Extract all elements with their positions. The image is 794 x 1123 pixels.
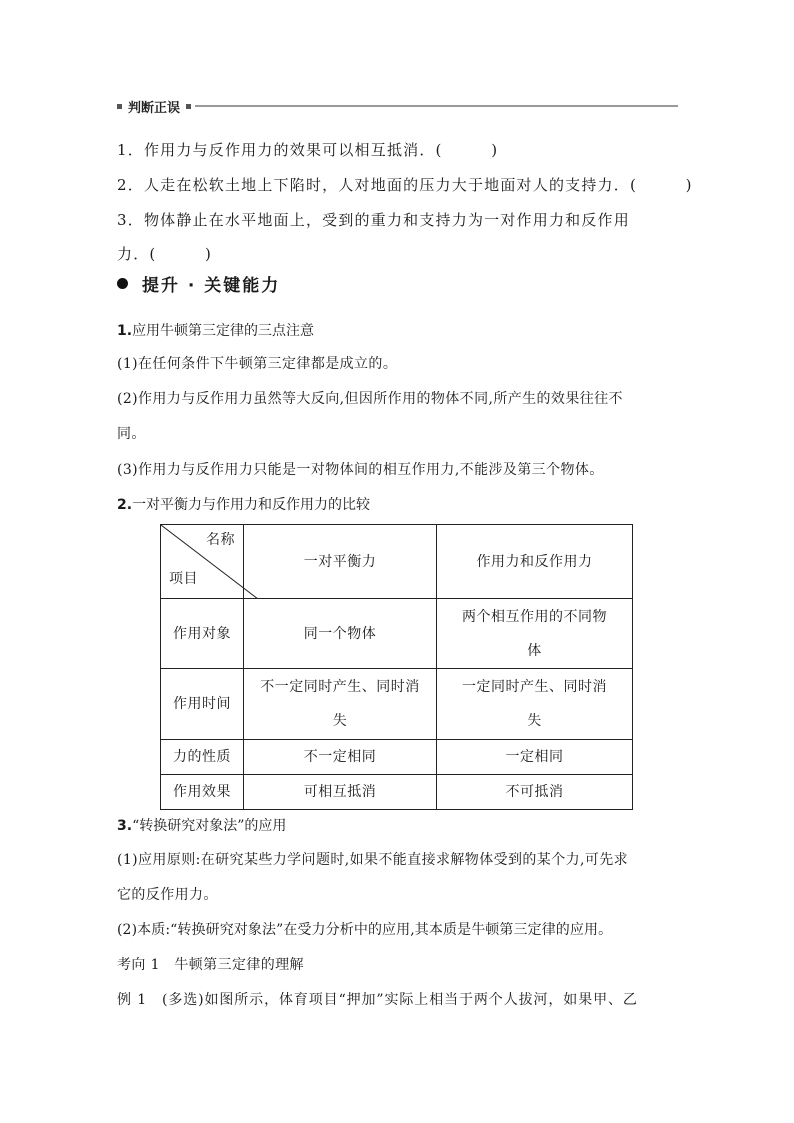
comparison-table [160,524,633,810]
row-item-cell: 作用对象 [161,599,244,669]
point1-line: (1)在任何条件下牛顿第三定律都是成立的。 [117,356,398,372]
cell: 一定相同 [437,740,633,775]
row-item-cell: 作用效果 [161,775,244,810]
point1-line: 同。 [117,426,146,442]
question-3-cont: 力．( ) [117,245,213,263]
point3-line: (2)本质:“转换研究对象法”在受力分析中的应用,其本质是牛顿第三定律的应用。 [117,922,613,938]
cell: 不可抵消 [437,775,633,810]
table-row [161,740,633,775]
cell-line: 一定同时产生、同时消 [462,679,607,695]
judge-section-title: 判断正误 [128,100,181,116]
table-row [161,775,633,810]
corner-cell [161,525,244,599]
header-cell: 一对平衡力 [244,525,437,599]
table-row [161,599,633,669]
cell: 同一个物体 [244,599,437,669]
cell [244,669,437,740]
row-item-cell: 作用时间 [161,669,244,740]
section-title: 提升 · 关键能力 [142,276,281,296]
cell-line: 体 [527,642,542,659]
direction-label: 考向 1 牛顿第三定律的理解 [117,957,304,973]
judge-section-header [117,96,678,116]
point3-line: 它的反作用力。 [117,887,218,903]
header-cell: 作用力和反作用力 [437,525,633,599]
point1-line: (3)作用力与反作用力只能是一对物体间的相互作用力,不能涉及第三个物体。 [117,462,604,478]
point1-line: (2)作用力与反作用力虽然等大反向,但因所作用的物体不同,所产生的效果往往不 [117,391,623,407]
point3-heading [117,815,286,835]
cell: 可相互抵消 [244,775,437,810]
point3-number: 3. [117,818,133,834]
question-1: 1．作用力与反作用力的效果可以相互抵消．( ) [117,141,499,159]
cell [437,599,633,669]
point3-line: (1)应用原则:在研究某些力学问题时,如果不能直接求解物体受到的某个力,可先求 [117,852,629,868]
square-bullet-icon [186,104,191,109]
header-rule [195,105,678,107]
table-header-row [161,525,633,599]
cell-line: 失 [332,713,348,729]
example-text: 例 1 (多选)如图所示，体育项目“押加”实际上相当于两个人拔河，如果甲、乙 [117,992,638,1008]
cell [437,669,633,740]
section-header [117,271,280,296]
row-item-cell: 力的性质 [161,740,244,775]
cell-line: 失 [527,713,542,729]
point2-title: 一对平衡力与作用力和反作用力的比较 [132,497,371,513]
cell: 不一定相同 [244,740,437,775]
point3-title: “转换研究对象法”的应用 [132,818,287,834]
square-bullet-icon [117,104,122,109]
bullet-dot-icon [117,278,128,289]
table-row [161,669,633,740]
cell-line: 两个相互作用的不同物 [462,608,607,625]
corner-bottom-label: 项目 [169,571,198,587]
corner-top-label: 名称 [206,532,235,548]
question-2: 2．人走在松软土地上下陷时，人对地面的压力大于地面对人的支持力．( ) [117,176,693,194]
point1-heading [117,320,314,340]
point2-heading [117,494,370,514]
point1-title: 应用牛顿第三定律的三点注意 [132,323,315,339]
question-3: 3．物体静止在水平地面上，受到的重力和支持力为一对作用力和反作用 [117,211,630,229]
cell-line: 不一定同时产生、同时消 [260,679,420,695]
point2-number: 2. [117,497,133,513]
point1-number: 1. [117,323,133,339]
